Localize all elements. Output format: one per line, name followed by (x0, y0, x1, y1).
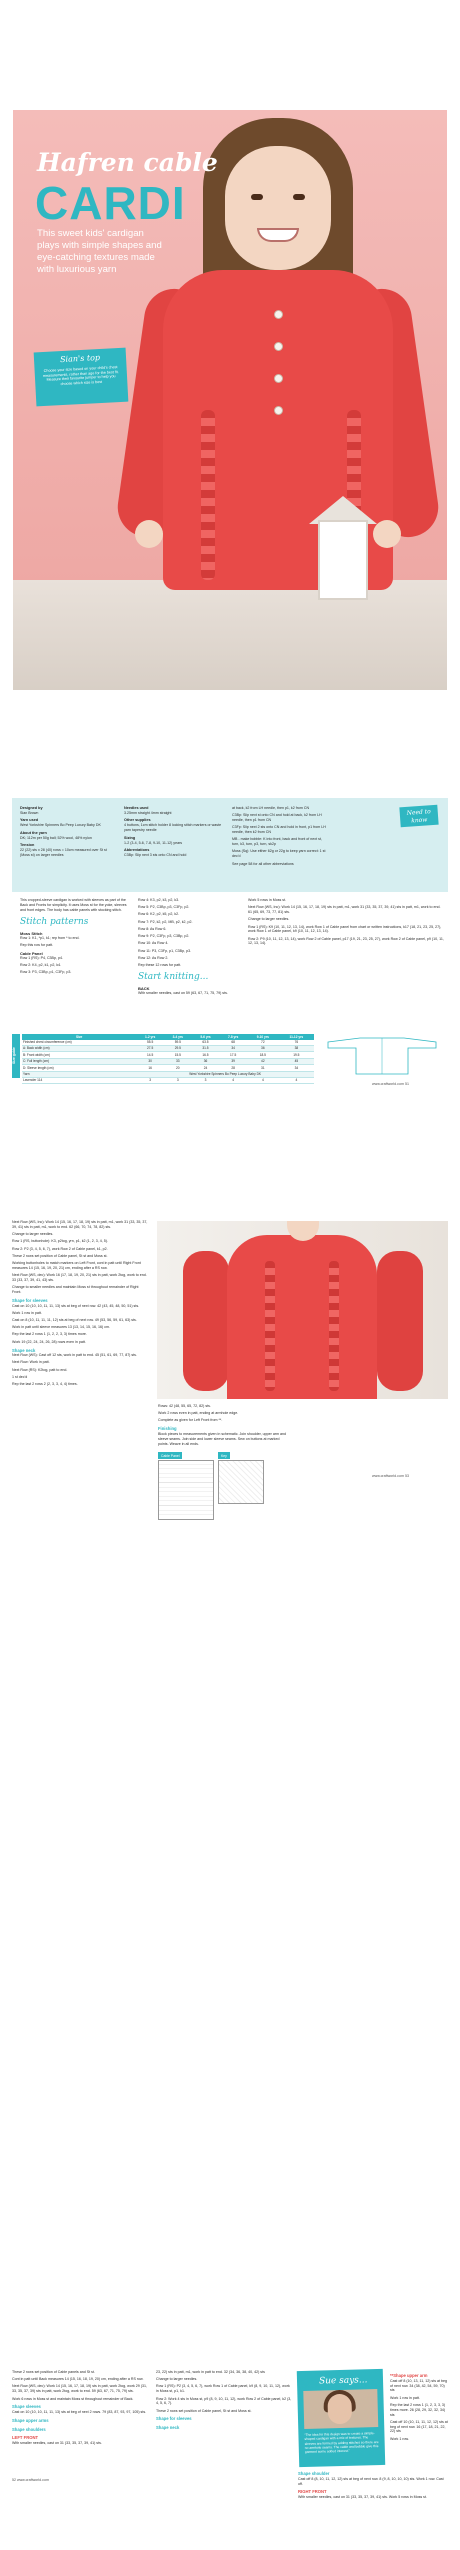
instruction: Cast off 8 (8, 10, 11, 12, 12) sts at beg of next row. 8 (9, 8, 10, 10, 10) sts. Work 1 row. Cast off. (298, 2476, 444, 2486)
instruction: Rep the last 2 rows 2 (2, 3, 3, 4, 4) times. (12, 1382, 78, 1387)
page-folio: 52 www.craftworld.com (12, 2478, 49, 2482)
instruction: Work 2 rows even in patt, ending at armhole edge. (158, 1411, 239, 1416)
table-cell: A: Back width (cm) (22, 1045, 136, 1051)
right-front-heading: RIGHT FRONT (298, 2489, 327, 2495)
info-col-2 (124, 806, 224, 860)
instruction: Change to larger needles. (156, 2377, 198, 2382)
start-knitting-heading: Start knitting... (138, 971, 209, 982)
instruction: 1 st dec'd (12, 1374, 28, 1379)
table-cell: 39 (219, 1058, 247, 1064)
tension: 22 (22) sts x 28 (40) rows = 10cm measured over St st (Moss st) on larger needles (20, 848, 107, 858)
instruction: These 2 rows set position of Cable panels and St st. (12, 2370, 95, 2374)
floor (13, 580, 447, 690)
instruction: 23, 22) sts in patt, m1, work in patt to end. 32 (34, 36, 38, 40, 42) sts (156, 2370, 265, 2374)
shape-sleeves-heading: Shape for sleeves (12, 1297, 48, 1303)
right-front-text: With smaller needles, cast on 31 (33, 35, 37, 39, 41) sts. Work 5 rows in Moss st. (298, 2495, 427, 2500)
table-cell: 4 (247, 1077, 279, 1083)
needles: 3.25mm straight 4mm straight (124, 811, 172, 816)
table-cell: 29.5 (164, 1045, 192, 1051)
instruction: Change to larger needles. (12, 1232, 54, 1237)
p3-col-1 (12, 1220, 148, 1389)
back-instructions: With smaller needles, cast on 59 (63, 67, 71, 75, 79) sts. (138, 991, 228, 996)
about: DK; 112m per 50g ball; 52% wool, 48% nylon (20, 835, 92, 840)
table-cell: Lavender 114 (22, 1077, 136, 1083)
table-cell: 34 (219, 1045, 247, 1051)
table-cell: 33 (164, 1058, 192, 1064)
instruction: Row 1 (RS, buttonhole): K3, p2tog, yrn, p1, k2 (1, 2, 3, 4, 5). (12, 1239, 108, 1244)
tip-text: Choose your size based on your child's chest measurements, rather than age for the best fit. Measure their favourite jumper to help you choose which size is best (42, 364, 119, 387)
table-cell: 72 (247, 1040, 279, 1046)
cover-title-line1: Hafren cable (37, 148, 218, 177)
p4-col-4b (298, 2468, 448, 2502)
back-row: Row 1 (RS): K9 (10, 11, 12, 13, 14), work Row 1 of Cable panel from chart or written instructions, k17 (18, 21, 23, 25, 27), work Row 1 of Cable panel, k9 (10, 11, 12, 13, 14). (248, 924, 442, 934)
cable-chart (158, 1460, 214, 1520)
instruction: Complete as given for Left Front from **. (158, 1418, 223, 1423)
left-front-text: With smaller needles, cast on 31 (33, 35, 37, 39, 41) sts. (12, 2440, 102, 2445)
abbr-cont-c: C3Fp: Slip next 2 sts onto CN and hold in front, p1 from LH needle, then k2 from CN (232, 825, 326, 835)
shape-for-sleeves-heading: Shape for sleeves (156, 2416, 192, 2422)
instruction: Change to smaller needles and maintain Moss st throughout remainder of Right Front. (12, 1285, 139, 1295)
header-cell: 5-6 yrs (192, 1034, 220, 1040)
shape-sleeves-heading: Shape sleeves (12, 2404, 41, 2410)
header-cell: 7-8 yrs (219, 1034, 247, 1040)
shape-shoulder-heading: Shape shoulder (298, 2471, 330, 2476)
cover-photo (13, 110, 447, 690)
instruction: Working buttonholes to match markers on Left Front, cont in patt until Right Front measures 14 (15, 16, 19, 20, 21) cm, ending after a RS row. (12, 1261, 141, 1270)
back-heading: BACK (138, 986, 150, 992)
table-cell: Yarn (22, 1071, 136, 1077)
left-front-heading: LEFT FRONT (12, 2435, 39, 2441)
table-cell: 4 (219, 1077, 247, 1083)
pattern-page-53 (12, 1220, 448, 1520)
instruction: Row 1 (RS): P2 (3, 4, 5, 6, 7), work Row 1 of Cable panel, k9 (8, 9, 10, 11, 12), work in Moss st, p1, k1. (156, 2384, 290, 2394)
photo-cable-right (329, 1261, 339, 1391)
table-cell: 16 (136, 1065, 164, 1071)
shape-neck-heading: Shape neck (12, 1347, 36, 1353)
tension-label: Tension (20, 843, 35, 848)
table-row (22, 1077, 314, 1083)
child-face (225, 146, 331, 270)
table-cell: Finished chest circumference (cm) (22, 1040, 136, 1046)
table-cell: 30 (136, 1058, 164, 1064)
table-cell: 45 (279, 1058, 314, 1064)
cable-row-1: Row 1 (RS): P4, C3Bp, p4. (20, 955, 63, 960)
table-cell: 38 (279, 1045, 314, 1051)
instruction: Work 1 row in patt. (12, 1310, 42, 1315)
finishing-text: Block pieces to measurements given in schematic. Join shoulder, upper arm and sleeve seams. Join side and lower sleeve seams. Sew on buttons at marked points. Weave in all ends. (158, 1431, 287, 1446)
abbreviations: C3Bp: Slip next 3 sts onto CN and hold (124, 853, 187, 858)
about-label: About the yarn (20, 830, 47, 835)
table-cell: 76 (279, 1040, 314, 1046)
chart-key (218, 1460, 264, 1504)
info-col-3 (232, 806, 328, 869)
other-supplies: 4 buttons, 1cm stitch holder 8 locking stitch markers or waste yarn tapestry needle (124, 823, 222, 833)
photo-cable-left (265, 1261, 275, 1391)
header-cell: 11-12 yrs (279, 1034, 314, 1040)
hand-right (373, 520, 401, 548)
eye-left (251, 194, 263, 200)
table-cell: 20 (164, 1065, 192, 1071)
instruction: Work 19 (22, 24, 24, 26, 28) rows even in patt. (12, 1339, 86, 1344)
instruction: Next Row (WS, dec): Work 14 (15, 16, 17, 18, 19) sts in patt, work 2tog, work 29 (31, 33, 35, 37, 39) sts in patt, work 2tog, work to end. 59 (63, 67, 71, 75, 79) sts. (12, 2384, 147, 2394)
button (274, 374, 283, 383)
p3-col-2 (158, 1404, 288, 1449)
instruction: Row 2: P2 (3, 4, 5, 6, 7), work Row 2 of Cable panel, k1, p2. (12, 1246, 108, 1251)
needles-label: Needles used (124, 806, 149, 810)
instruction: Rows: 42 (48, 55, 65, 72, 82) sts. (158, 1404, 211, 1408)
instruction: Rep the last 2 rows 1 (1, 2, 3, 3, 3) times more. 26 (28, 29, 32, 32, 34) sts (390, 2402, 446, 2417)
instruction: Row 2: Work 4 sts in Moss st, p9 (8, 9, 10, 11, 12), work Row 2 of Cable panel, k2 (3, 4, 5, 6, 7). (156, 2396, 292, 2406)
table-cell: C: Full length (cm) (22, 1058, 136, 1064)
shape-shoulders-heading: Shape shoulders (12, 2426, 46, 2432)
header-cell: 3-4 yrs (164, 1034, 192, 1040)
p4-col-1 (12, 2370, 148, 2448)
yarn-label: Yarn used (20, 818, 39, 823)
table-cell: D: Sleeve length (cm) (22, 1065, 136, 1071)
designed-by: Sian Brown (20, 811, 39, 816)
table-cell: 19.5 (279, 1052, 314, 1058)
photo-cardigan (227, 1235, 377, 1399)
instruction: Next Row (RS): K2tog, patt to end. (12, 1367, 68, 1372)
page-folio: www.craftworld.com 51 (372, 1082, 409, 1086)
back-row: Next Row (WS, Inc): Work 14 (15, 16, 17, 18, 19) sts in patt, m1, work 31 (33, 35, 37, 39, 41) sts in patt, m1, work to end. 61 (65, 69, 73, 77, 81) sts. (248, 905, 441, 915)
cable-panel-left (201, 410, 215, 580)
page-folio: www.craftworld.com 53 (372, 1474, 409, 1478)
instruction: These 2 rows set position of Cable panel, St st and Moss st. (12, 1253, 108, 1258)
shape-upper-arms-heading: Shape upper arms (12, 2417, 49, 2423)
eye-right (293, 194, 305, 200)
sue-says-heading: Sue says... (318, 2375, 368, 2387)
stitch-patterns-heading: Stitch patterns (20, 916, 89, 927)
size-guide (12, 1034, 448, 1083)
table-cell: 55.5 (136, 1040, 164, 1046)
button (274, 406, 283, 415)
table-cell: 16.5 (192, 1052, 220, 1058)
table-cell: 24 (192, 1065, 220, 1071)
instruction: Work 6 rows in Moss st and maintain Moss st throughout remainder of Back. (12, 2396, 134, 2401)
body-intro: This cropped-sleeve cardigan is worked with sleeves as part of the Back and Fronts for simplicity. It uses Moss st for the yoke, sleeves and front edges. The body has cable panels with stocking stitch. (20, 898, 127, 912)
table-cell: B: Front width (cm) (22, 1052, 136, 1058)
instruction: Rep the last 2 rows 1 (1, 2, 2, 3, 3) times more. (12, 1332, 87, 1337)
instruction: Cont in patt until Back measures 14 (15, 16, 18, 19, 20) cm, ending after a RS row. (12, 2377, 144, 2382)
instruction: Cast on 8 (10, 11, 11, 11, 12) sts at beg of next row. 49 (53, 56, 59, 61, 63) sts. (12, 1318, 137, 1322)
cable-row: Row 5: P2, C3Bp, p3, C3Fp, p2. (138, 905, 190, 910)
table-cell: 3 (136, 1077, 164, 1083)
table-cell: 31.5 (192, 1045, 220, 1051)
table-cell: 59.5 (164, 1040, 192, 1046)
sue-says-box (297, 2369, 385, 2467)
table-cell: 28 (219, 1065, 247, 1071)
back-row: Change to larger needles. (248, 917, 290, 922)
cable-row: Row 4: K3, p2, k3, p2, k3. (138, 898, 180, 902)
sizing: 1-2 (3-4, 5-6, 7-8, 9-10, 11-12) years (124, 840, 183, 845)
table-cell: 27.5 (136, 1045, 164, 1051)
cable-row: Row 12: As Row 2. (138, 955, 169, 960)
info-col-1 (20, 806, 116, 860)
size-guide-tab: Size guide (12, 1034, 20, 1078)
abbr-cont-b: C3Bp: Slip next st onto CN and hold at back, k2 from LH needle, then p1 from CN (232, 813, 322, 823)
key-label: Key (218, 1452, 230, 1459)
instruction: Next Row (WS, Inc): Work 14 (15, 16, 17, 18, 19) sts in patt, m1, work 31 (33, 35, 37, 39, 41) sts in patt, m1, work to end. 62 (66, 70, 74, 78, 82) sts. (12, 1220, 148, 1229)
cable-row-2: Row 2: K4, p2, k1, p2, k4. (20, 963, 62, 968)
body-col-2 (138, 898, 238, 999)
instruction: Next Row (WS, dec): Work 16 (17, 18, 19, 20, 21) sts in patt, work 2tog, work to end. 33 (33, 37, 39, 41, 43) sts. (12, 1273, 147, 1282)
table-cell: 4 (279, 1077, 314, 1083)
designer-photo (303, 2389, 378, 2429)
instruction: Cast off 8 (10, 13, 11, 12) sts at beg of next row. 34 (38, 42, 54, 59, 70) sts (390, 2378, 448, 2393)
sizing-label: Sizing (124, 835, 136, 840)
table-cell: 3 (164, 1077, 192, 1083)
instruction: Work 1 row in patt. (390, 2395, 420, 2400)
header-cell: 1-2 yrs (136, 1034, 164, 1040)
body-col-3 (248, 898, 444, 949)
hand-left (135, 520, 163, 548)
body-col-1 (20, 898, 130, 978)
button (274, 342, 283, 351)
yarn: West Yorkshire Spinners Bo Peep Luxury Baby DK (20, 823, 101, 828)
cardigan-back-photo (157, 1221, 448, 1399)
pattern-page-51 (12, 798, 448, 1088)
instruction: Work 1 row. (390, 2436, 409, 2441)
cable-row-3: Row 3: P3, C3Bp, p1, C3Fp, p3. (20, 970, 72, 975)
instruction: Next Row: Work in patt. (12, 1360, 50, 1365)
cable-row: Row 9: P2, C3Fp, p3, C3Bp, p2. (138, 934, 190, 939)
table-cell: 18.5 (247, 1052, 279, 1058)
p4-col-2 (156, 2370, 292, 2431)
cover-title-line2: CARDI (35, 177, 186, 229)
designed-by-label: Designed by (20, 806, 43, 810)
photo-sleeve-left (183, 1251, 229, 1391)
other-label: Other supplies (124, 818, 151, 823)
sue-quote: "The idea for this design was to create a simple-shaped cardigan with a mix of textures. The sleeves are formed by adding stitches so there are no armhole seams. The cable and bobble give this garment some added interest." (304, 2431, 379, 2455)
button (274, 310, 283, 319)
table-cell: 3 (192, 1077, 220, 1083)
cable-row: Row 10: As Row 4. (138, 941, 169, 946)
abbr-label: Abbreviations (124, 847, 150, 852)
tip-heading: Sian's top (59, 352, 101, 365)
back-row: Work 5 rows in Moss st. (248, 898, 287, 902)
table-cell: 15.5 (164, 1052, 192, 1058)
table-cell: 42 (247, 1058, 279, 1064)
designer-face (327, 2394, 352, 2425)
abbr-cont-e: Moss (Sq): Use either 62g or 22g to keep yarn correct: 1 st dec'd (232, 849, 326, 859)
cardigan-schematic (320, 1034, 444, 1078)
moss-heading: Moss Stitch (20, 930, 43, 936)
instruction: Next Row (WS): Cast off 12 sts, work in patt to end. 45 (51, 61, 69, 77, 87) sts. (12, 1353, 137, 1358)
table-cell: 34 (279, 1065, 314, 1071)
abbr-cont-d: MB - make bobble: K into front, back and front of next st, turn, k3, turn, p3, turn, sk2p (232, 837, 322, 847)
cable-heading: Cable Panel (20, 950, 43, 956)
cable-row: Row 11: P3, C3Fp, p1, C3Bp, p3. (138, 948, 192, 953)
table-cell: 17.5 (219, 1052, 247, 1058)
size-table (22, 1034, 314, 1084)
cable-row: Rep these 12 rows for patt. (138, 963, 182, 968)
abbr-cont-f: See page 58 for all other abbreviations (232, 861, 294, 866)
header-cell: 9-10 yrs (247, 1034, 279, 1040)
need-to-know-stamp: Need to know (399, 805, 438, 828)
moss-row-2: Rep this row for patt. (20, 943, 54, 948)
header-cell: Size (22, 1034, 136, 1040)
table-cell: 36 (247, 1045, 279, 1051)
cable-row: Row 8: As Row 6. (138, 926, 167, 931)
instruction: Cast off 10 (10, 11, 11, 12, 12) sts at beg of next row. 16 (17, 18, 21, 22, 22) sts (390, 2419, 448, 2434)
toy-house (318, 520, 368, 600)
instruction: Work in patt until sleeve measures 13 (13, 14, 15, 16, 16) cm. (12, 1325, 111, 1330)
back-row: Row 2: P9 (10, 11, 12, 13, 14), work Row 2 of Cable panel, p17 (19, 21, 23, 25, 27), work Row 2 of Cable panel, p9 (10, 11, 12, 13, 14). (248, 936, 444, 946)
cable-row: Row 7: P2, k2, p2, MB, p2, k2, p2. (138, 919, 193, 924)
pattern-page-52 (12, 2370, 448, 2550)
instruction: Cast on 10 (10, 10, 11, 11, 13) sts at beg of next 2 rows. 79 (83, 87, 93, 97, 105) sts. (12, 2410, 147, 2415)
shape-neck-heading: Shape neck (156, 2425, 180, 2431)
table-cell: 14.5 (136, 1052, 164, 1058)
shape-upper-arm-heading: **Shape upper arm (390, 2373, 428, 2378)
p4-col-4 (390, 2370, 448, 2444)
tip-box (34, 348, 129, 407)
moss-row-1: Row 1: K1, *p1, k1; rep from * to end. (20, 936, 80, 941)
finishing-heading: Finishing (158, 1426, 177, 1432)
cable-row: Row 6: K2, p2, k5, p2, k2. (138, 912, 180, 917)
table-cell: West Yorkshire Spinners Bo Peep Luxury Baby DK (136, 1071, 314, 1077)
table-cell: 63.5 (192, 1040, 220, 1046)
table-cell: 31 (247, 1065, 279, 1071)
cover-intro: This sweet kids' cardigan plays with simple shapes and eye-catching textures made with luxurious yarn (37, 228, 162, 275)
photo-sleeve-right (377, 1251, 423, 1391)
instruction: Cast on 10 (10, 10, 11, 11, 13) sts at beg of next row. 42 (43, 45, 48, 50, 51) sts. (12, 1303, 140, 1308)
table-cell: 68 (219, 1040, 247, 1046)
abbr-cont-a: at back, k2 from LH needle, then p1, k2 from CN (232, 806, 310, 810)
chart-label: Cable Panel (158, 1452, 182, 1459)
table-cell: 36 (192, 1058, 220, 1064)
instruction: These 2 rows set position of Cable panel, St st and Moss st. (156, 2408, 252, 2413)
